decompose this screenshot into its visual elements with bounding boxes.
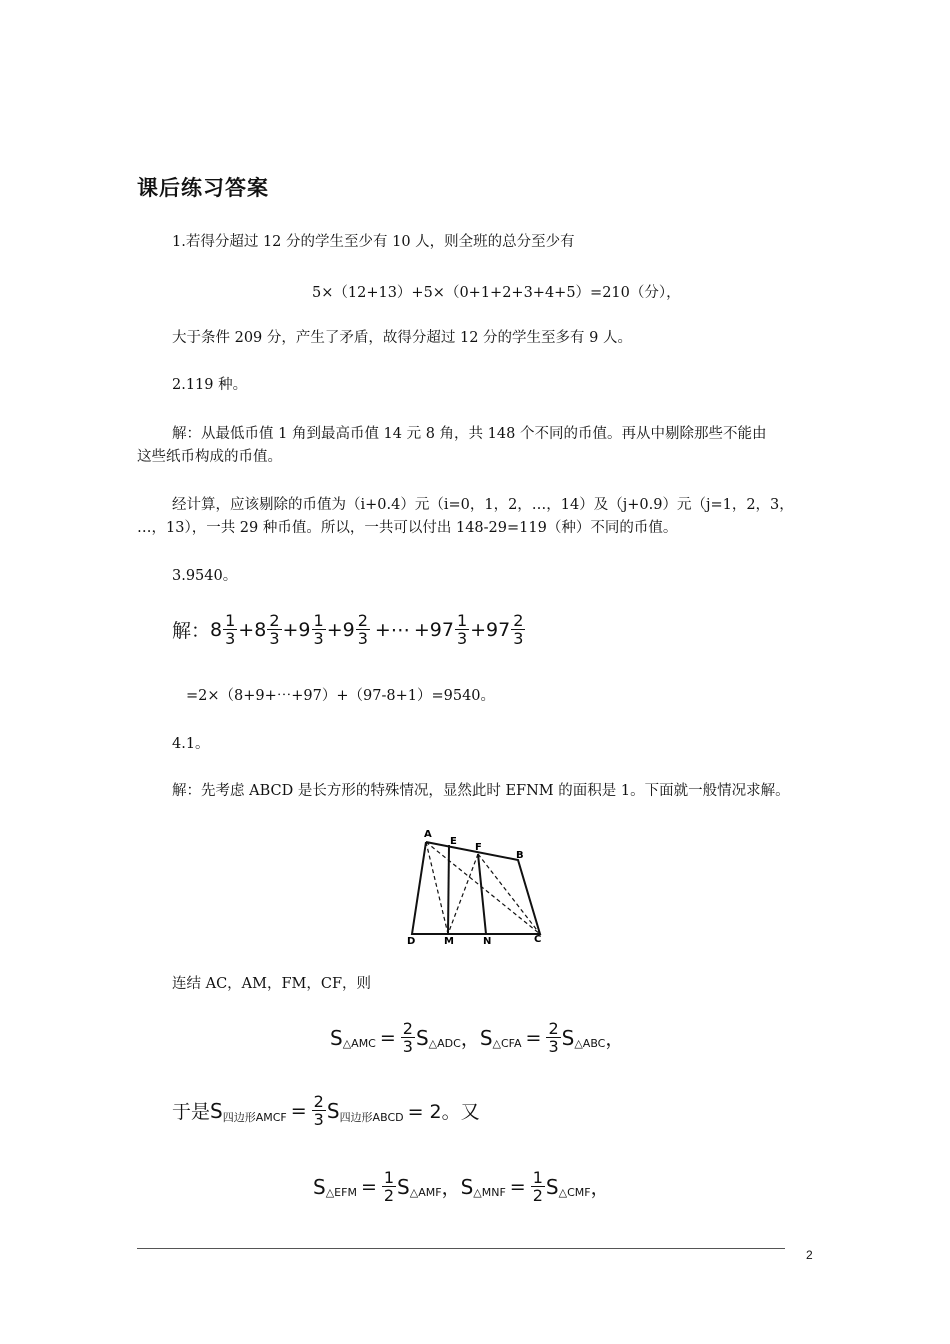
footer-divider bbox=[137, 1248, 785, 1249]
fraction: $\frac{2}{3}$ bbox=[548, 1019, 559, 1056]
q4-connect: 连结 AC，AM，FM，CF，则 bbox=[172, 976, 372, 992]
equation-1: S △AMC = $\frac{2}{3}$ S △ADC ， S △CFA = $\frac{2}{3}$ S △ABC ， bbox=[330, 1019, 625, 1056]
fraction: $\frac{2}{3}$ bbox=[402, 1019, 413, 1056]
label-d: D bbox=[407, 936, 416, 947]
q1-conclusion: 大于条件 209 分，产生了矛盾，故得分超过 12 分的学生至多有 9 人。 bbox=[172, 330, 633, 346]
term-whole: 8 bbox=[254, 618, 267, 641]
q3-sol-prefix: 解： bbox=[172, 620, 211, 642]
equation-3: S △EFM = $\frac{1}{2}$ S △AMF ， S △MNF = $\frac{1}{2}$ S △CMF ， bbox=[313, 1168, 610, 1205]
fraction: $\frac{2}{3}$ bbox=[357, 611, 368, 648]
q2-solution-line3: 经计算，应该剔除的币值为（i+0.4）元（i=0，1，2，…，14）及（j+0.9）元（j=1，2，3， bbox=[172, 497, 794, 513]
q3-sum-expression bbox=[172, 612, 526, 647]
plus-sign: + bbox=[238, 618, 255, 641]
q4-solution: 解：先考虑 ABCD 是长方形的特殊情况，显然此时 EFNM 的面积是 1。下面就一般情况求解。 bbox=[172, 783, 790, 799]
label-a: A bbox=[424, 829, 432, 840]
label-b: B bbox=[516, 850, 524, 861]
fraction: $\frac{1}{3}$ bbox=[225, 611, 236, 648]
q2-solution-line1: 解：从最低币值 1 角到最高币值 14 元 8 角，共 148 个不同的币值。再从中剔除那些不能由 bbox=[172, 426, 767, 442]
term-whole: 9 bbox=[342, 618, 355, 641]
q1-intro: 1.若得分超过 12 分的学生至少有 10 人，则全班的总分至少有 bbox=[172, 234, 575, 250]
ellipsis: +⋯ bbox=[374, 618, 410, 641]
plus-sign: + bbox=[413, 618, 430, 641]
fraction: $\frac{2}{3}$ bbox=[269, 611, 280, 648]
label-f: F bbox=[475, 842, 482, 853]
label-e: E bbox=[450, 836, 457, 847]
segment-fn bbox=[478, 854, 486, 934]
plus-sign: + bbox=[326, 618, 343, 641]
page-number: 2 bbox=[806, 1248, 813, 1262]
plus-sign: + bbox=[470, 618, 487, 641]
fraction: $\frac{1}{3}$ bbox=[313, 611, 324, 648]
term-whole: 9 bbox=[298, 618, 311, 641]
term-whole: 8 bbox=[210, 618, 223, 641]
fraction: $\frac{1}{2}$ bbox=[532, 1168, 543, 1205]
label-m: M bbox=[444, 936, 454, 947]
segment-fm bbox=[448, 854, 478, 934]
fraction: $\frac{1}{3}$ bbox=[456, 611, 468, 648]
fraction: $\frac{1}{2}$ bbox=[383, 1168, 395, 1205]
fraction: $\frac{2}{3}$ bbox=[513, 611, 524, 648]
fraction: $\frac{2}{3}$ bbox=[313, 1092, 324, 1129]
q4-answer: 4.1。 bbox=[172, 736, 210, 752]
plus-sign: + bbox=[282, 618, 299, 641]
equation-2: 于是 S 四边形AMCF = $\frac{2}{3}$ S 四边形ABCD = 2。又 bbox=[172, 1092, 480, 1129]
page-heading: 课后练习答案 bbox=[137, 176, 269, 200]
quadrilateral-figure bbox=[402, 822, 552, 947]
q2-answer: 2.119 种。 bbox=[172, 377, 248, 393]
label-c: C bbox=[534, 934, 542, 945]
q3-result: =2×（8+9+⋯+97）+（97-8+1）=9540。 bbox=[186, 688, 496, 704]
q3-answer: 3.9540。 bbox=[172, 568, 238, 584]
term-whole: 97 bbox=[486, 618, 511, 641]
segment-cf bbox=[478, 854, 540, 934]
segment-am bbox=[426, 842, 448, 934]
term-whole: 97 bbox=[429, 618, 454, 641]
segment-em bbox=[448, 845, 449, 934]
q1-formula: 5×（12+13）+5×（0+1+2+3+4+5）=210（分）， bbox=[312, 285, 681, 301]
label-n: N bbox=[483, 936, 492, 947]
q2-solution-line4: …，13），一共 29 种币值。所以，一共可以付出 148-29=119（种）不同的币值。 bbox=[137, 520, 678, 536]
q2-solution-line2: 这些纸币构成的币值。 bbox=[137, 449, 282, 465]
